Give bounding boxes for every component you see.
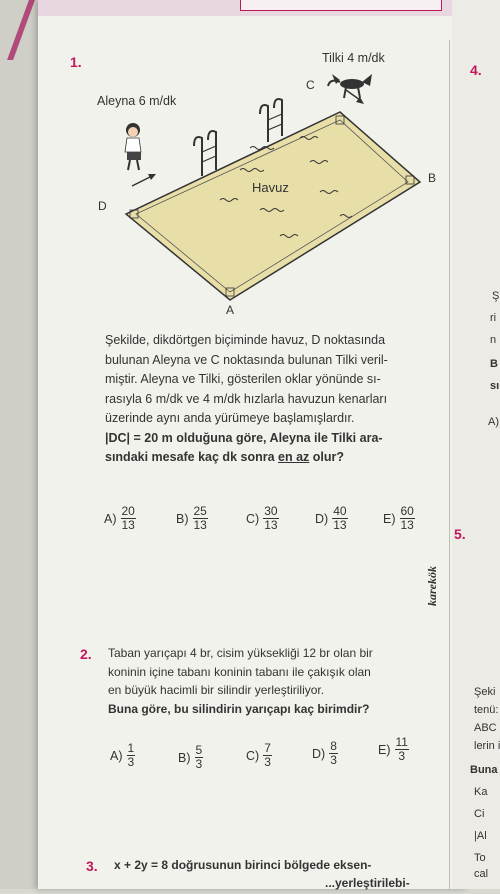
fragment: ABC xyxy=(474,722,497,734)
fragment: |Al xyxy=(474,830,487,842)
q2-option-c[interactable] xyxy=(246,742,272,769)
point-B-label: B xyxy=(428,171,437,185)
decorative-stripe xyxy=(7,0,35,60)
option-fraction xyxy=(395,736,409,763)
text-line: üzerinde aynı anda yürümeye başlamışlardır. xyxy=(105,411,355,425)
girl-figure xyxy=(125,123,141,170)
option-letter: C) xyxy=(246,511,260,526)
denominator: 3 xyxy=(330,753,337,767)
option-fraction xyxy=(332,505,347,532)
fragment: ri xyxy=(490,312,497,324)
question-1-text xyxy=(105,331,388,468)
numerator: 7 xyxy=(264,741,271,755)
option-letter: D) xyxy=(315,511,329,526)
option-fraction xyxy=(127,742,136,769)
option-letter: C) xyxy=(246,748,260,763)
denominator: 13 xyxy=(264,518,278,532)
fragment: Şeki xyxy=(474,686,496,698)
numerator: 11 xyxy=(395,735,408,749)
pool-ladder-2 xyxy=(260,99,282,142)
header-tab xyxy=(240,0,442,11)
question-line-end: olur? xyxy=(309,450,344,464)
text-line: koninin içine tabanı koninin tabanı ile çakışık olan xyxy=(108,664,371,679)
denominator: 13 xyxy=(121,518,135,532)
pool-ladder-1 xyxy=(194,131,216,176)
q2-option-a[interactable] xyxy=(110,742,135,769)
option-letter: B) xyxy=(178,750,191,765)
text-line: en büyük hacimli bir silindir yerleştiriliyor. xyxy=(108,683,325,697)
denominator: 3 xyxy=(127,755,135,769)
question-2-number: 2. xyxy=(80,646,92,662)
direction-arrow-fox xyxy=(346,90,364,104)
fragment: Buna xyxy=(470,764,498,776)
option-letter: D) xyxy=(312,746,326,761)
fragment: To xyxy=(474,852,486,864)
denominator: 3 xyxy=(264,755,271,769)
pool-shape xyxy=(126,112,420,300)
q1-option-b[interactable] xyxy=(176,505,208,532)
q2-option-e[interactable] xyxy=(378,736,409,763)
numerator: 25 xyxy=(193,504,207,518)
numerator: 20 xyxy=(121,504,135,518)
question-line xyxy=(105,448,388,468)
question-3-text-cont: ...yerleştirilebi- xyxy=(325,876,410,890)
q2-option-d[interactable] xyxy=(312,740,338,767)
fragment: lerin i xyxy=(474,740,500,752)
question-3-number: 3. xyxy=(86,858,98,874)
denominator: 13 xyxy=(400,518,414,532)
question-line: Buna göre, bu silindirin yarıçapı kaç birimdir? xyxy=(108,701,370,716)
numerator: 8 xyxy=(330,739,337,753)
q2-option-b[interactable] xyxy=(178,744,203,771)
q1-option-e[interactable] xyxy=(383,505,415,532)
option-fraction xyxy=(263,505,278,532)
numerator: 5 xyxy=(195,743,203,757)
question-emphasis: en az xyxy=(278,450,310,464)
pool-label: Havuz xyxy=(252,180,289,195)
brand-label: karekök xyxy=(425,566,439,606)
fragment: n xyxy=(490,334,497,346)
fox-figure xyxy=(328,74,372,98)
text-line: Şekilde, dikdörtgen biçiminde havuz, D noktasında xyxy=(105,333,386,347)
option-letter: A) xyxy=(104,511,117,526)
option-fraction xyxy=(263,742,272,769)
question-5-number: 5. xyxy=(454,526,466,542)
option-letter: B) xyxy=(176,511,189,526)
right-page xyxy=(452,0,500,889)
option-fraction xyxy=(329,740,338,767)
fragment: Ka xyxy=(474,786,488,798)
q1-option-a[interactable] xyxy=(104,505,136,532)
option-fraction xyxy=(195,744,204,771)
text-line: rasıyla 6 m/dk ve 4 m/dk hızlarla havuzun kenarları xyxy=(105,391,388,406)
point-C-label: C xyxy=(306,78,315,92)
direction-arrow-girl xyxy=(132,174,156,186)
text-line: Taban yarıçapı 4 br, cisim yüksekliği 12 br olan bir xyxy=(108,646,373,660)
option-letter: A) xyxy=(110,748,123,763)
fragment: tenü: xyxy=(474,704,499,716)
fragment: Ci xyxy=(474,808,485,820)
numerator: 60 xyxy=(400,504,414,518)
question-line-start: sındaki mesafe kaç dk sonra xyxy=(105,450,279,464)
point-D-label: D xyxy=(98,199,107,213)
q1-option-c[interactable] xyxy=(246,505,279,532)
question-line: |DC| = 20 m olduğuna göre, Aleyna ile Tilki ara- xyxy=(105,430,383,445)
numerator: 30 xyxy=(264,504,278,518)
fragment: Ş xyxy=(492,290,500,302)
option-letter: E) xyxy=(383,511,396,526)
option-fraction xyxy=(121,505,136,532)
question-2-text xyxy=(108,644,373,718)
text-line: miştir. Aleyna ve Tilki, gösterilen oklar yönünde sı- xyxy=(105,372,381,386)
q1-option-d[interactable] xyxy=(315,505,348,532)
question-4-number: 4. xyxy=(470,62,482,78)
option-fraction xyxy=(400,505,415,532)
question-3-text: x + 2y = 8 doğrusunun birinci bölgede eksen- xyxy=(114,858,372,872)
fragment: B xyxy=(490,358,498,370)
numerator: 40 xyxy=(333,504,347,518)
fragment: cal xyxy=(474,868,489,880)
left-page-edge xyxy=(0,0,38,889)
denominator: 3 xyxy=(398,749,406,763)
denominator: 13 xyxy=(333,518,347,532)
question-1-number: 1. xyxy=(70,54,82,70)
option-letter: E) xyxy=(378,742,391,757)
fox-label: Tilki 4 m/dk xyxy=(322,51,385,65)
fragment: A) xyxy=(488,416,499,428)
girl-label: Aleyna 6 m/dk xyxy=(97,94,177,108)
fragment: sı xyxy=(490,380,500,392)
point-A-label: A xyxy=(226,303,235,317)
text-line: bulunan Aleyna ve C noktasında bulunan Tilki veril- xyxy=(105,352,388,367)
option-fraction xyxy=(193,505,208,532)
denominator: 13 xyxy=(193,518,207,532)
numerator: 1 xyxy=(127,741,135,755)
denominator: 3 xyxy=(195,757,203,771)
